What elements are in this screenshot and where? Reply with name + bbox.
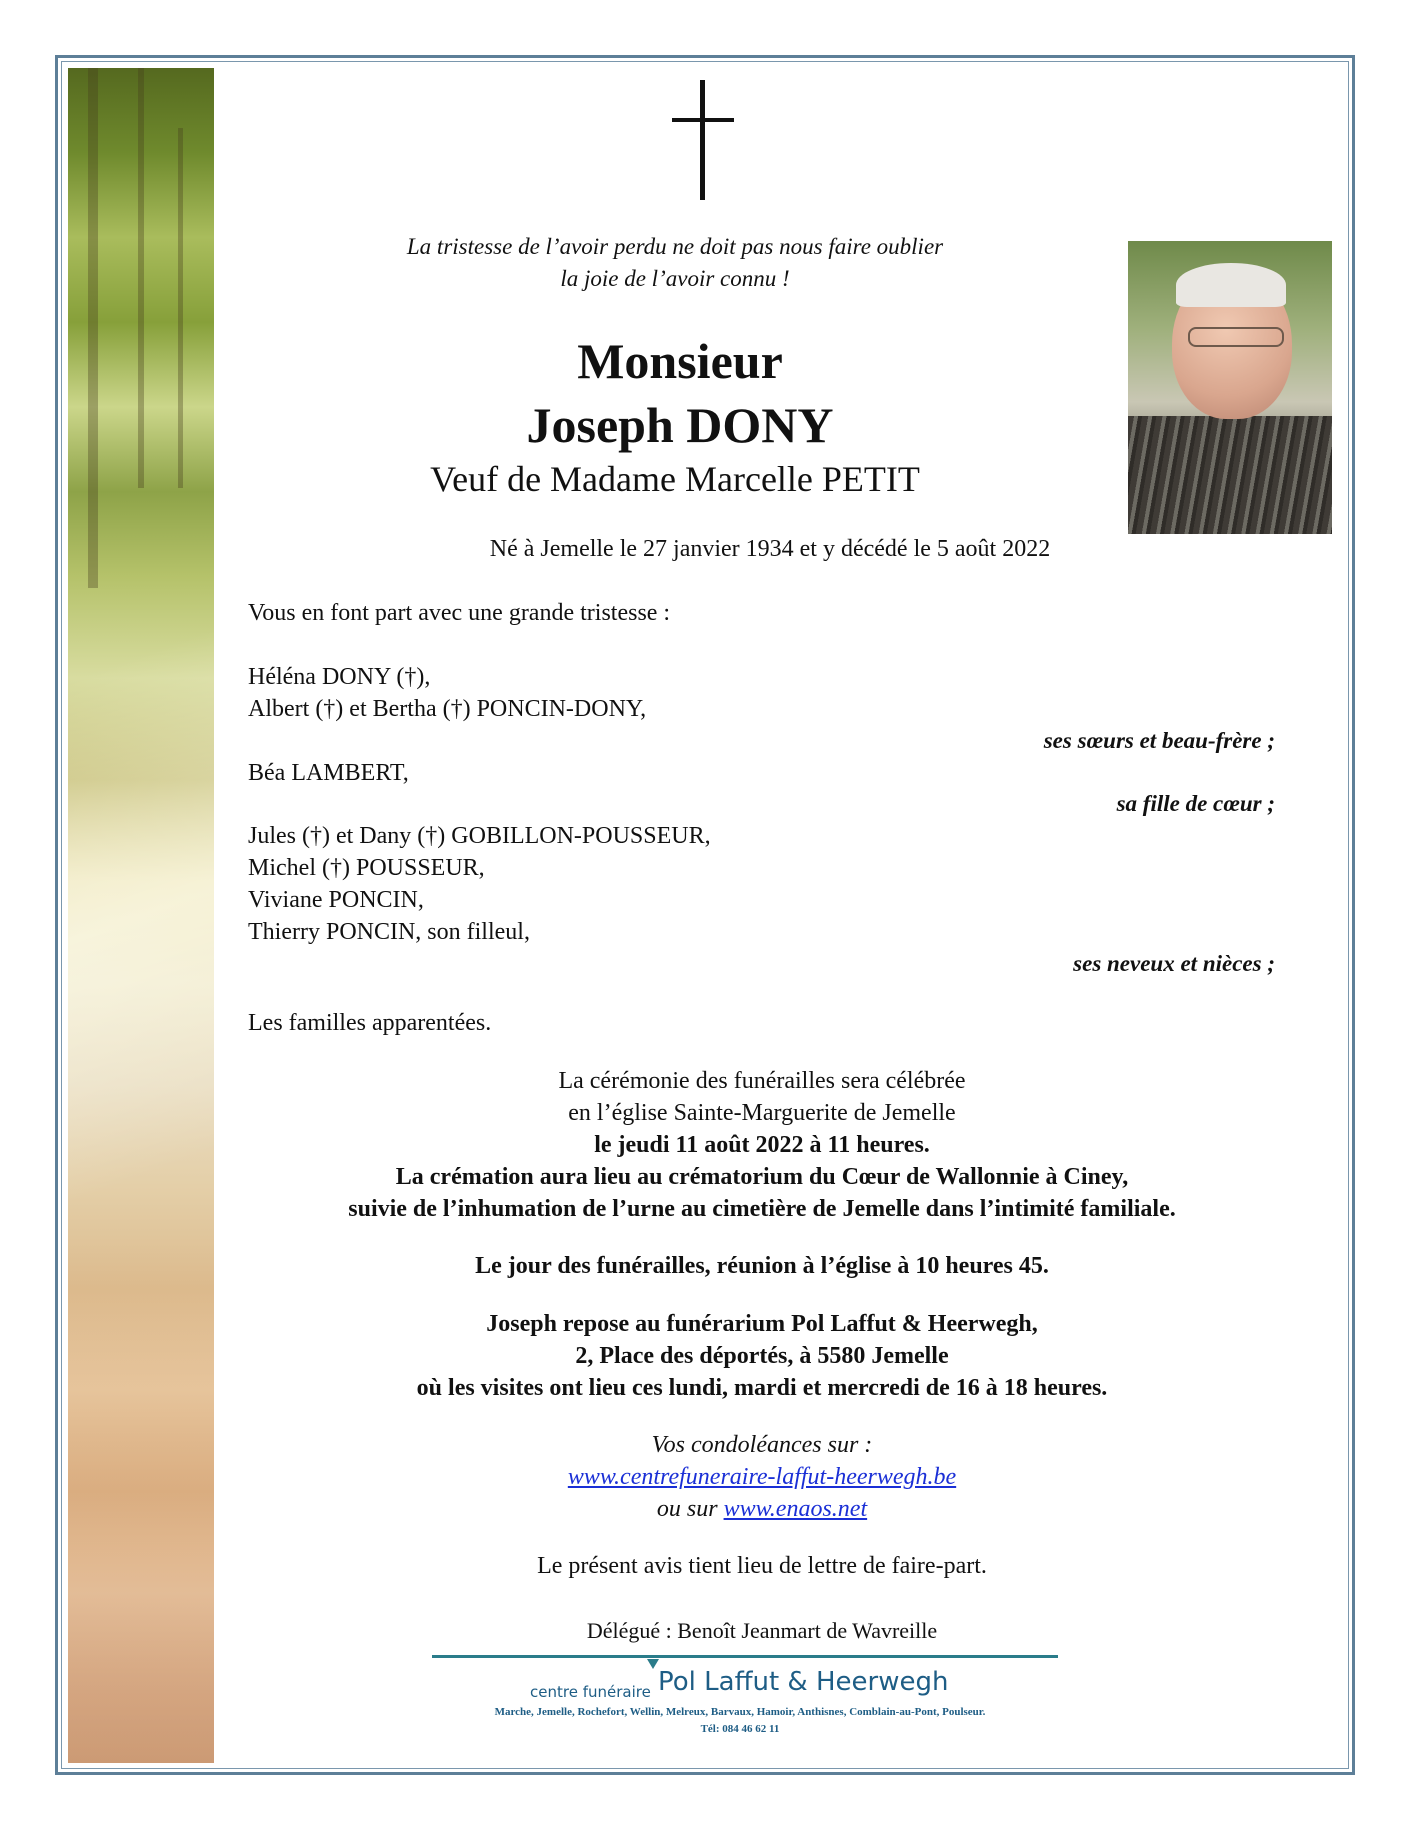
family-line: Béa LAMBERT, xyxy=(248,760,409,786)
family-line: Michel (†) POUSSEUR, xyxy=(248,855,485,881)
announcement: Vous en font part avec une grande tristesse : xyxy=(248,600,671,626)
forest-path-image xyxy=(68,68,214,1763)
logo-brand: Pol Laffut & Heerwegh xyxy=(658,1667,949,1697)
ceremony-line-1: La cérémonie des funérailles sera célébrée xyxy=(558,1068,966,1094)
quote-line-1: La tristesse de l’avoir perdu ne doit pas nous faire oublier xyxy=(406,234,944,259)
related-families: Les familles apparentées. xyxy=(248,1010,492,1036)
notice-line: Le présent avis tient lieu de lettre de faire-part. xyxy=(537,1553,987,1579)
family-role: ses sœurs et beau-frère ; xyxy=(1043,728,1275,753)
dates-line: Né à Jemelle le 27 janvier 1934 et y décédé le 5 août 2022 xyxy=(489,536,1051,562)
condolences-alt-row xyxy=(262,1496,1262,1523)
footer-phone: Tél: 084 46 62 11 xyxy=(700,1723,780,1735)
portrait-photo xyxy=(1128,241,1332,534)
condolences-label: Vos condoléances sur : xyxy=(651,1432,873,1458)
family-line: Albert (†) et Bertha (†) PONCIN-DONY, xyxy=(248,696,647,722)
inhumation-line: suivie de l’inhumation de l’urne au cimetière de Jemelle dans l’intimité familiale. xyxy=(348,1196,1176,1222)
visitation-line-3: où les visites ont lieu ces lundi, mardi et mercredi de 16 à 18 heures. xyxy=(416,1375,1108,1401)
footer-divider xyxy=(432,1655,1058,1658)
condolences-link-2[interactable]: www.enaos.net xyxy=(723,1496,868,1522)
family-line: Thierry PONCIN, son filleul, xyxy=(248,919,530,945)
logo-tagline: centre funéraire xyxy=(530,1683,651,1701)
condolences-link-1[interactable]: www.centrefuneraire-laffut-heerwegh.be xyxy=(567,1464,957,1490)
deceased-name: Joseph DONY xyxy=(526,397,834,453)
family-line: Jules (†) et Dany (†) GOBILLON-POUSSEUR, xyxy=(248,823,711,849)
cross-icon xyxy=(700,80,705,200)
quote-line-2: la joie de l’avoir connu ! xyxy=(560,266,790,291)
spouse-line: Veuf de Madame Marcelle PETIT xyxy=(430,459,920,499)
family-role: sa fille de cœur ; xyxy=(1116,791,1275,816)
visitation-line-2: 2, Place des déportés, à 5580 Jemelle xyxy=(575,1343,949,1369)
family-role: ses neveux et nièces ; xyxy=(1073,951,1275,976)
family-line: Héléna DONY (†), xyxy=(248,664,431,690)
family-line: Viviane PONCIN, xyxy=(248,887,424,913)
visitation-line-1: Joseph repose au funérarium Pol Laffut & Heerwegh, xyxy=(486,1311,1038,1337)
ceremony-line-2: en l’église Sainte-Marguerite de Jemelle xyxy=(568,1100,956,1126)
delegate-line: Délégué : Benoît Jeanmart de Wavreille xyxy=(586,1618,938,1643)
honorific: Monsieur xyxy=(577,333,783,389)
cross-bar xyxy=(672,118,734,122)
meeting-line: Le jour des funérailles, réunion à l’église à 10 heures 45. xyxy=(475,1253,1049,1279)
ceremony-date: le jeudi 11 août 2022 à 11 heures. xyxy=(594,1132,930,1158)
cremation-line: La crémation aura lieu au crématorium du Cœur de Wallonnie à Ciney, xyxy=(395,1164,1129,1190)
footer-towns: Marche, Jemelle, Rochefort, Wellin, Melreux, Barvaux, Hamoir, Anthisnes, Comblain-au-Pont, Poulseur. xyxy=(494,1706,986,1718)
condolences-link-row xyxy=(262,1464,1262,1491)
condolences-or: ou sur xyxy=(656,1496,724,1522)
